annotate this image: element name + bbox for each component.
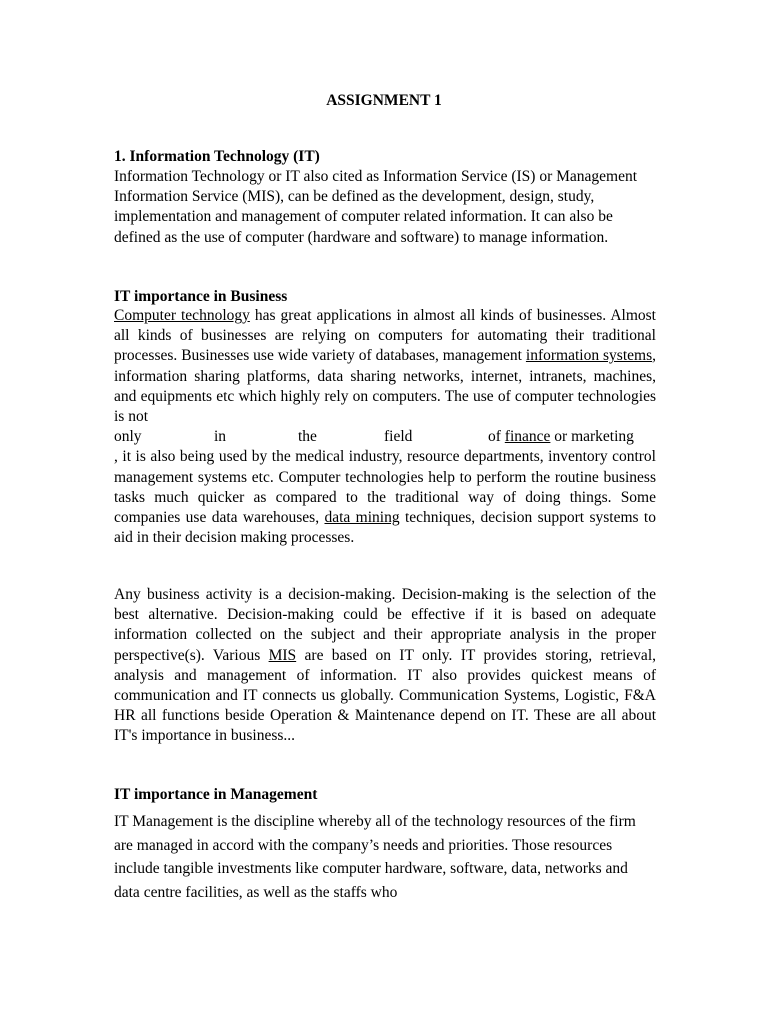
link-finance[interactable]: finance (504, 428, 551, 446)
section-heading-it-business: IT importance in Business (114, 288, 288, 305)
section-heading-it-management: IT importance in Management (114, 786, 318, 803)
paragraph-it-business: Computer technology has great applications in almost all kinds of businesses. Almost all kinds of businesses are relying on computers for automating their traditional processes. Businesses use wide variety of databases, management information systems, information sharing platforms, data sharing networks, internet, intranets, machines, and equipments etc which highly rely on computers. The use of computer technologies is not only in the field of finance or marketing , it is also being used by the medical industry, resource departments, inventory control management systems etc. Computer technologies help to perform the routine business tasks much quicker as compared to the traditional way of doing things. Some companies use data warehouses, data mining techniques, decision support systems to aid in their decision making processes. (114, 307, 656, 547)
link-information-systems[interactable]: information systems (525, 347, 653, 365)
paragraph-decision-making: Any business activity is a decision-making. Decision-making is the selection of the best alternative. Decision-making could be effective if it is based on adequate information collected on the subject and their appropriate analysis in the proper perspective(s). Various MIS are based on IT only. IT provides storing, retrieval, analysis and management of information. IT also provides quickest means of communication and IT connects us globally. Communication Systems, Logistic, F&A HR all functions beside Operation & Maintenance depend on IT. These are all about IT's importance in business... (114, 586, 656, 745)
link-data-mining[interactable]: data mining (324, 509, 400, 527)
document-title: ASSIGNMENT 1 (326, 92, 442, 109)
link-computer-technology[interactable]: Computer technology (114, 307, 250, 324)
paragraph-it-management: IT Management is the discipline whereby all of the technology resources of the firm are managed in accord with the company’s needs and priorities. Those resources include tangible investments like computer hardware, software, data, networks and data centre facilities, as well as the staffs who (114, 813, 636, 901)
section-heading-information-technology: 1. Information Technology (IT) (114, 148, 320, 165)
paragraph-it-definition: Information Technology or IT also cited as Information Service (IS) or Management Information Service (MIS), can be defined as the development, design, study, implementation and management of computer related information. It can also be defined as the use of computer (hardware and software) to manage information. (114, 168, 638, 246)
spaced-line: only in the field of finance or marketing (114, 428, 634, 446)
link-mis[interactable]: MIS (268, 646, 297, 664)
